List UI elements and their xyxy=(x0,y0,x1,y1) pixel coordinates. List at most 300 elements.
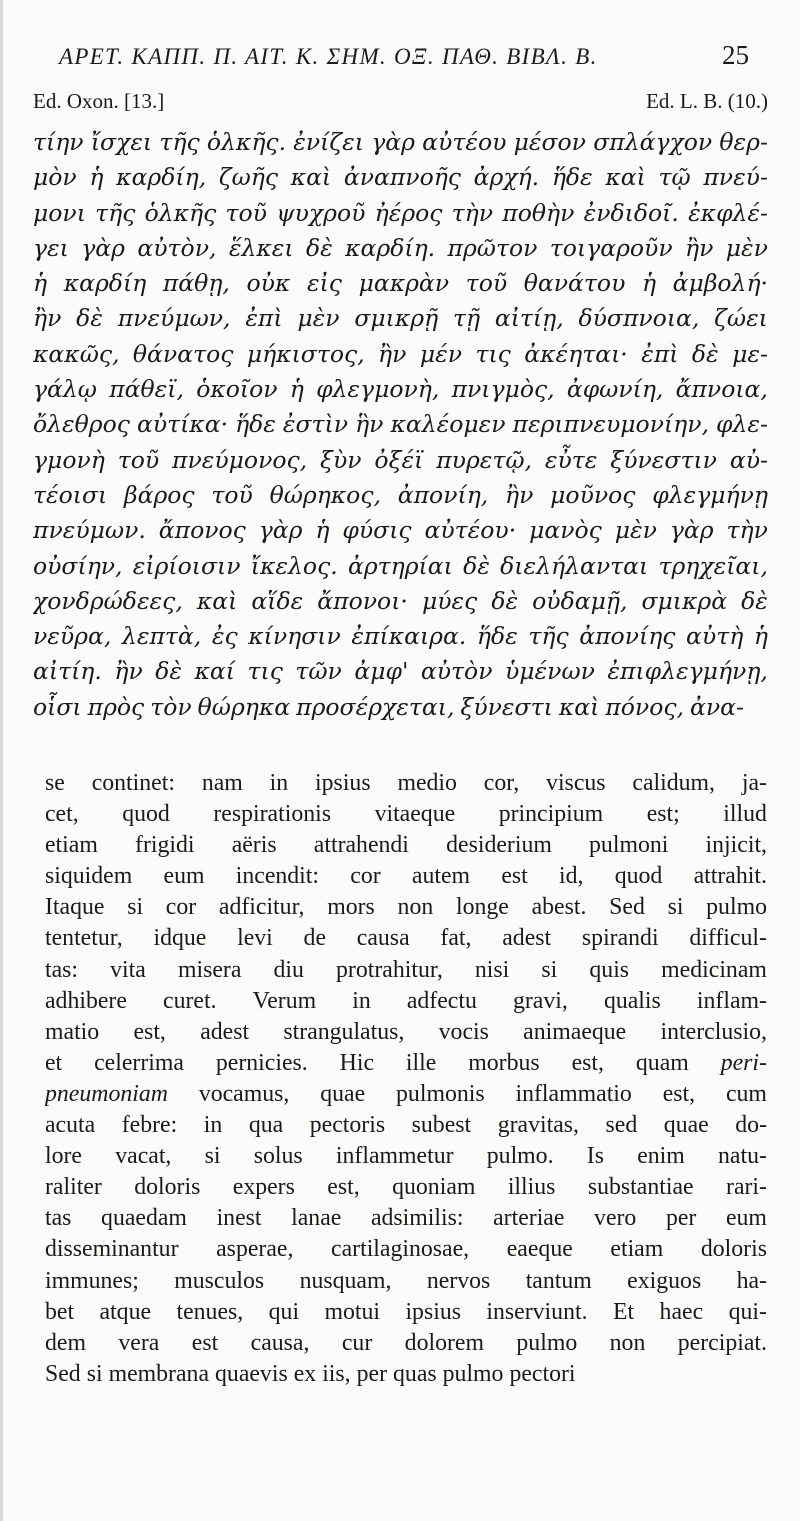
word: natu- xyxy=(718,1143,767,1170)
word: substantiae xyxy=(587,1174,694,1201)
greek-text-line xyxy=(33,654,768,689)
edition-oxford: Ed. Oxon. [13.] xyxy=(33,89,165,113)
word: ἀκέηται· xyxy=(524,339,628,368)
word: id, xyxy=(559,863,584,890)
word: diu xyxy=(273,956,304,983)
word: curet. xyxy=(163,987,217,1014)
word: δὲ xyxy=(155,657,182,686)
word: αἵδε xyxy=(251,586,304,615)
word: medio xyxy=(397,770,457,796)
word: δὲ xyxy=(741,586,768,615)
word: respirationis xyxy=(213,801,332,828)
word: illud xyxy=(723,801,767,828)
latin-text-line xyxy=(45,923,767,954)
word: qui xyxy=(268,1298,300,1325)
word: quae xyxy=(320,1080,366,1107)
word: πρῶτον xyxy=(447,233,538,262)
word: τῆς xyxy=(528,622,569,651)
word: ja- xyxy=(741,770,767,796)
word: φλεγμήνῃ xyxy=(652,480,768,509)
word: με- xyxy=(732,339,768,368)
greek-text-line xyxy=(33,125,768,160)
word: καλέομεν xyxy=(390,410,506,439)
word: ἡ xyxy=(315,516,330,545)
word: ἡ xyxy=(641,269,657,298)
word: ἐστὶν xyxy=(282,410,349,439)
word: qua xyxy=(248,1112,284,1139)
word: pulmonis xyxy=(396,1080,485,1107)
word: γει xyxy=(33,233,69,262)
word: vero xyxy=(594,1205,637,1232)
word: τῆς xyxy=(159,128,200,156)
word: ἠέρος xyxy=(374,198,443,227)
word: δὲ xyxy=(491,586,519,615)
word: cum xyxy=(725,1080,767,1107)
running-head xyxy=(59,40,749,71)
word: εἰς xyxy=(306,269,342,298)
word: interclusio, xyxy=(660,1018,767,1045)
word: pulmo xyxy=(516,1329,578,1356)
word: aëris xyxy=(231,832,277,859)
word: protrahitur, xyxy=(336,956,443,983)
word: μακρὰν xyxy=(358,269,450,298)
word: τοῦ xyxy=(225,198,267,227)
word: solus xyxy=(253,1143,303,1170)
word: eum xyxy=(725,1205,767,1232)
word: est, xyxy=(571,1049,604,1076)
word: ξὺν xyxy=(320,445,362,474)
word: si xyxy=(541,956,558,983)
word: adest xyxy=(502,925,552,952)
word: ἀμφ' xyxy=(354,657,409,686)
word: γὰρ xyxy=(258,516,303,545)
word: doloris xyxy=(700,1236,767,1263)
word: ille xyxy=(405,1049,437,1076)
latin-text-line xyxy=(45,799,767,830)
word: καὶ xyxy=(196,586,238,615)
latin-text-line xyxy=(45,1234,767,1265)
latin-text-line xyxy=(45,768,767,799)
word: διελήλανται xyxy=(500,551,649,580)
word: fat, xyxy=(440,925,472,952)
word: γάλῳ xyxy=(33,375,97,404)
word: ἢν xyxy=(114,657,143,686)
word: est; xyxy=(646,801,680,828)
latin-text-line xyxy=(45,1203,767,1234)
word: Sed xyxy=(609,894,645,921)
word: νεῦρα, xyxy=(33,622,112,651)
word: vocis xyxy=(438,1018,489,1045)
latin-translation-block xyxy=(45,768,767,1390)
word: πνεύμονος, xyxy=(172,445,308,474)
word: adsimilis: xyxy=(370,1205,464,1232)
word: matio xyxy=(45,1018,100,1045)
word: subest xyxy=(411,1112,472,1139)
word: etiam xyxy=(610,1236,664,1263)
word: quod xyxy=(614,863,663,890)
word: motui xyxy=(324,1298,381,1325)
word: rari- xyxy=(726,1174,767,1201)
word: χονδρώδεες, xyxy=(33,586,183,615)
word: τὴν xyxy=(451,198,494,227)
latin-text-line xyxy=(45,1110,767,1141)
word: θανάτου xyxy=(523,269,626,298)
word: πνιγμὸς, xyxy=(451,375,555,404)
word: δὲ xyxy=(691,339,719,368)
word: γμονὴ xyxy=(33,445,105,474)
greek-text-line xyxy=(33,549,768,584)
word: Sed xyxy=(45,1360,81,1387)
word: inflammetur xyxy=(335,1143,454,1170)
word: ἕλκει xyxy=(228,233,294,262)
word: ἀφωνίη, xyxy=(566,375,664,404)
word: frigidi xyxy=(135,832,195,859)
word: καρδίη, xyxy=(116,163,207,192)
word: ὁλκῆς. xyxy=(206,128,287,156)
word: εἰρίοισιν xyxy=(132,551,241,580)
word: ἥδε xyxy=(476,622,518,651)
greek-text-line xyxy=(33,196,768,231)
word: ὁκοῖον xyxy=(196,375,278,404)
word: inserviunt. xyxy=(486,1298,588,1325)
word: τῷ xyxy=(658,163,691,192)
word: γὰρ xyxy=(669,516,714,545)
word: δὲ xyxy=(305,233,333,262)
word: qui- xyxy=(728,1298,767,1325)
word: de xyxy=(303,925,327,952)
word: πνεύ- xyxy=(703,163,768,192)
word: siquidem xyxy=(45,863,133,890)
word: ἄπονοι· xyxy=(317,586,408,615)
latin-text-line xyxy=(45,1359,767,1390)
word: raliter xyxy=(45,1174,102,1201)
word: τῆς xyxy=(95,198,136,227)
word: expers xyxy=(232,1174,295,1201)
word: ἀνα- xyxy=(689,692,744,721)
word: ἴκελος. xyxy=(250,551,338,580)
greek-text-line xyxy=(33,513,768,548)
word: inest xyxy=(216,1205,262,1232)
word: vacat, xyxy=(115,1143,172,1170)
word: pulmoni xyxy=(589,832,669,859)
word: acuta xyxy=(45,1112,96,1139)
word: οἷσι xyxy=(33,692,82,721)
word: τοῦ xyxy=(465,269,508,298)
word: Itaque xyxy=(45,894,105,921)
word: calidum, xyxy=(632,770,716,796)
word: θερ- xyxy=(719,128,768,156)
word: pectori xyxy=(509,1360,576,1387)
greek-text-line xyxy=(33,231,768,266)
word: tentetur, xyxy=(45,925,123,952)
word: ἀρχή. xyxy=(473,163,540,192)
word: in xyxy=(352,987,371,1014)
word: κίνησιν xyxy=(248,622,341,651)
word: αὐτὴ xyxy=(686,622,744,651)
word: θώρηκος, xyxy=(269,480,381,509)
word: pulmo xyxy=(442,1360,504,1387)
word: Verum xyxy=(252,987,317,1014)
word: μὲν xyxy=(614,516,657,545)
word: bet xyxy=(45,1298,75,1325)
word: cur xyxy=(341,1329,373,1356)
word: ἢν xyxy=(378,339,407,368)
word: cartilaginosae, xyxy=(331,1236,470,1263)
word: κακῶς, xyxy=(33,339,120,368)
word: ha- xyxy=(736,1267,767,1294)
word: animaeque xyxy=(523,1018,627,1045)
latin-text-line xyxy=(45,892,767,923)
word: ἴσχει xyxy=(90,128,153,156)
word: τίην xyxy=(33,128,84,156)
latin-text-line xyxy=(45,1266,767,1297)
word: ἡ xyxy=(33,269,48,298)
greek-text-line xyxy=(33,160,768,195)
word: non xyxy=(397,894,434,921)
word: οὐδαμῇ, xyxy=(532,586,628,615)
word: Et xyxy=(612,1298,635,1325)
word: θάνατος xyxy=(132,339,234,368)
word: ἄπονος xyxy=(158,516,246,545)
word: οὐκ xyxy=(246,269,291,298)
word: ἡ xyxy=(753,622,768,651)
word: ἐπὶ xyxy=(641,339,679,368)
word: ἀμβολή· xyxy=(672,269,768,298)
greek-text-line xyxy=(33,337,768,372)
word: ipsius xyxy=(315,770,371,796)
word: ἐνίζει xyxy=(293,128,364,156)
word: ἡ xyxy=(289,375,304,404)
word: gravi, xyxy=(512,987,568,1014)
word: dem xyxy=(45,1329,86,1356)
word: in xyxy=(269,770,289,796)
word: πυρετῷ, xyxy=(436,445,533,474)
latin-text-line xyxy=(45,1328,767,1359)
word: eaeque xyxy=(506,1236,573,1263)
word: spirandi xyxy=(581,925,659,952)
word: si xyxy=(86,1360,103,1387)
word: ἐπιφλεγμήνῃ, xyxy=(607,657,768,686)
word: φλεγμονὴ, xyxy=(316,375,440,404)
word: γὰρ xyxy=(371,128,415,156)
word: ὄλεθρος xyxy=(33,410,130,439)
word: adhibere xyxy=(45,987,127,1014)
word: inflam- xyxy=(696,987,767,1014)
word: tas: xyxy=(45,956,79,983)
word: πνεύμων, xyxy=(117,304,231,333)
word: ipsius xyxy=(405,1298,461,1325)
greek-text-line xyxy=(33,584,768,619)
word: σπλάγχον xyxy=(593,128,713,156)
word: enim xyxy=(637,1143,685,1170)
word: ἥδε xyxy=(551,163,593,192)
word: vita xyxy=(110,956,146,983)
word: do- xyxy=(735,1112,767,1139)
word: causa xyxy=(356,925,410,952)
word: si xyxy=(667,894,684,921)
edition-reference-line xyxy=(33,89,768,114)
latin-text-line xyxy=(45,1172,767,1203)
word: vocamus, xyxy=(198,1080,290,1107)
word: per xyxy=(356,1360,388,1387)
word: celerrima xyxy=(94,1049,184,1076)
word: αὐτὸν, xyxy=(137,233,217,262)
word: δὲ xyxy=(463,551,490,580)
word: μανὸς xyxy=(529,516,602,545)
word: cor, xyxy=(483,770,520,796)
word: inflammatio xyxy=(515,1080,632,1107)
word: difficul- xyxy=(689,925,767,952)
word: lanae xyxy=(291,1205,342,1232)
word: nisi xyxy=(474,956,510,983)
word: ξύνεστιν xyxy=(610,445,717,474)
word: eum xyxy=(163,863,205,890)
word: καὶ xyxy=(290,163,332,192)
word: vera xyxy=(118,1329,160,1356)
word: misera xyxy=(177,956,242,983)
word: haec xyxy=(659,1298,704,1325)
page-number: 25 xyxy=(722,40,749,70)
word: longe xyxy=(455,894,509,921)
word: pectoris xyxy=(309,1112,386,1139)
word: αἰτίη. xyxy=(33,657,102,686)
word: est, xyxy=(662,1080,696,1107)
word: pulmo xyxy=(706,894,767,921)
word: ζωῆς xyxy=(218,163,278,192)
word: τοιγαροῦν xyxy=(549,233,673,262)
word: αἰτίῃ, xyxy=(494,304,564,333)
word: etiam xyxy=(45,832,98,859)
word: continet: xyxy=(91,770,175,796)
word: si xyxy=(204,1143,221,1170)
word: percipiat. xyxy=(677,1329,767,1356)
word: μονι xyxy=(33,198,86,227)
word: ἢν xyxy=(685,233,714,262)
word: ἣν xyxy=(355,410,384,439)
word: membrana xyxy=(108,1360,210,1387)
word: τοῦ xyxy=(117,445,160,474)
word: σμικρὰ xyxy=(641,586,728,615)
edition-leiden: Ed. L. B. (10.) xyxy=(646,89,768,113)
word: abest. xyxy=(531,894,587,921)
word: μέν xyxy=(419,339,463,368)
greek-text-line xyxy=(33,619,768,654)
word: ἡ xyxy=(89,163,104,192)
word: autem xyxy=(411,863,471,890)
word: ἐκφλέ- xyxy=(688,198,768,227)
word: καί xyxy=(194,657,235,686)
word: nusquam, xyxy=(299,1267,392,1294)
word: ποθὴν xyxy=(502,198,575,227)
word: dolorem xyxy=(404,1329,484,1356)
word: si xyxy=(127,894,144,921)
word: est, xyxy=(327,1174,360,1201)
word: πρὸς xyxy=(87,692,145,721)
word: ἄπνοια, xyxy=(675,375,768,404)
word: nervos xyxy=(426,1267,491,1294)
word: febre: xyxy=(121,1112,178,1139)
word: est, xyxy=(133,1018,166,1045)
word: βάρος xyxy=(124,480,195,509)
word: αὐ- xyxy=(729,445,768,474)
word: vitaeque xyxy=(374,801,456,828)
word: morbus xyxy=(468,1049,540,1076)
word: καρδίη xyxy=(63,269,147,298)
word: iis, xyxy=(322,1360,351,1387)
word: cor xyxy=(350,863,381,890)
word: quis xyxy=(589,956,630,983)
word: causa, xyxy=(250,1329,310,1356)
word: medicinam xyxy=(661,956,767,983)
word: pulmo. xyxy=(486,1143,554,1170)
word: μὸν xyxy=(33,163,77,192)
word: sed xyxy=(605,1112,638,1139)
word: αὐτέου xyxy=(422,128,507,156)
word: est xyxy=(501,863,528,890)
greek-text-line xyxy=(33,407,768,442)
word: cor xyxy=(165,894,197,921)
word: non xyxy=(609,1329,646,1356)
word: ὁλκῆς xyxy=(144,198,217,227)
italic-term-peri: peri- xyxy=(720,1049,767,1076)
greek-text-line xyxy=(33,372,768,407)
word: gravitas, xyxy=(497,1112,579,1139)
word: levi xyxy=(237,925,273,952)
word: τοῦ xyxy=(211,480,253,509)
word: qualis xyxy=(603,987,661,1014)
word: asperae, xyxy=(216,1236,294,1263)
word: pernicies. xyxy=(215,1049,308,1076)
word: in xyxy=(203,1112,223,1139)
word: πάθῃ, xyxy=(162,269,230,298)
word: quaevis xyxy=(215,1360,288,1387)
latin-text-line xyxy=(45,1079,767,1110)
word: quae xyxy=(663,1112,709,1139)
word: exiguos xyxy=(627,1267,702,1294)
word: quas xyxy=(393,1360,437,1387)
word: illius xyxy=(507,1174,556,1201)
word: cet, xyxy=(45,801,79,828)
word: ὑμένων xyxy=(505,657,595,686)
word: ἥδε xyxy=(235,410,276,439)
word: tenues, xyxy=(176,1298,244,1325)
greek-text-line xyxy=(33,266,768,301)
word: αὐτὸν xyxy=(420,657,493,686)
word: adfectu xyxy=(406,987,477,1014)
word: τῶν xyxy=(295,657,342,686)
word: θώρηκα xyxy=(197,692,291,721)
word: est xyxy=(191,1329,219,1356)
word: τρηχεῖαι, xyxy=(658,551,768,580)
word: λεπτὰ, xyxy=(121,622,202,651)
word: per xyxy=(665,1205,697,1232)
word: ἢν xyxy=(505,480,534,509)
word: αὐτέου· xyxy=(424,516,517,545)
word: disseminantur xyxy=(45,1236,179,1263)
word: ζώει xyxy=(714,304,768,333)
word: φλε- xyxy=(716,410,768,439)
word: φύσις xyxy=(342,516,412,545)
word: ἢν xyxy=(33,304,62,333)
word: ex xyxy=(293,1360,317,1387)
word: adficitur, xyxy=(218,894,305,921)
word: ἐς xyxy=(211,622,238,651)
word: τις xyxy=(247,657,283,686)
word: se xyxy=(45,770,65,796)
word: αὐτίκα· xyxy=(136,410,229,439)
word: ἀπονίη, xyxy=(397,480,489,509)
word: quaedam xyxy=(101,1205,187,1232)
